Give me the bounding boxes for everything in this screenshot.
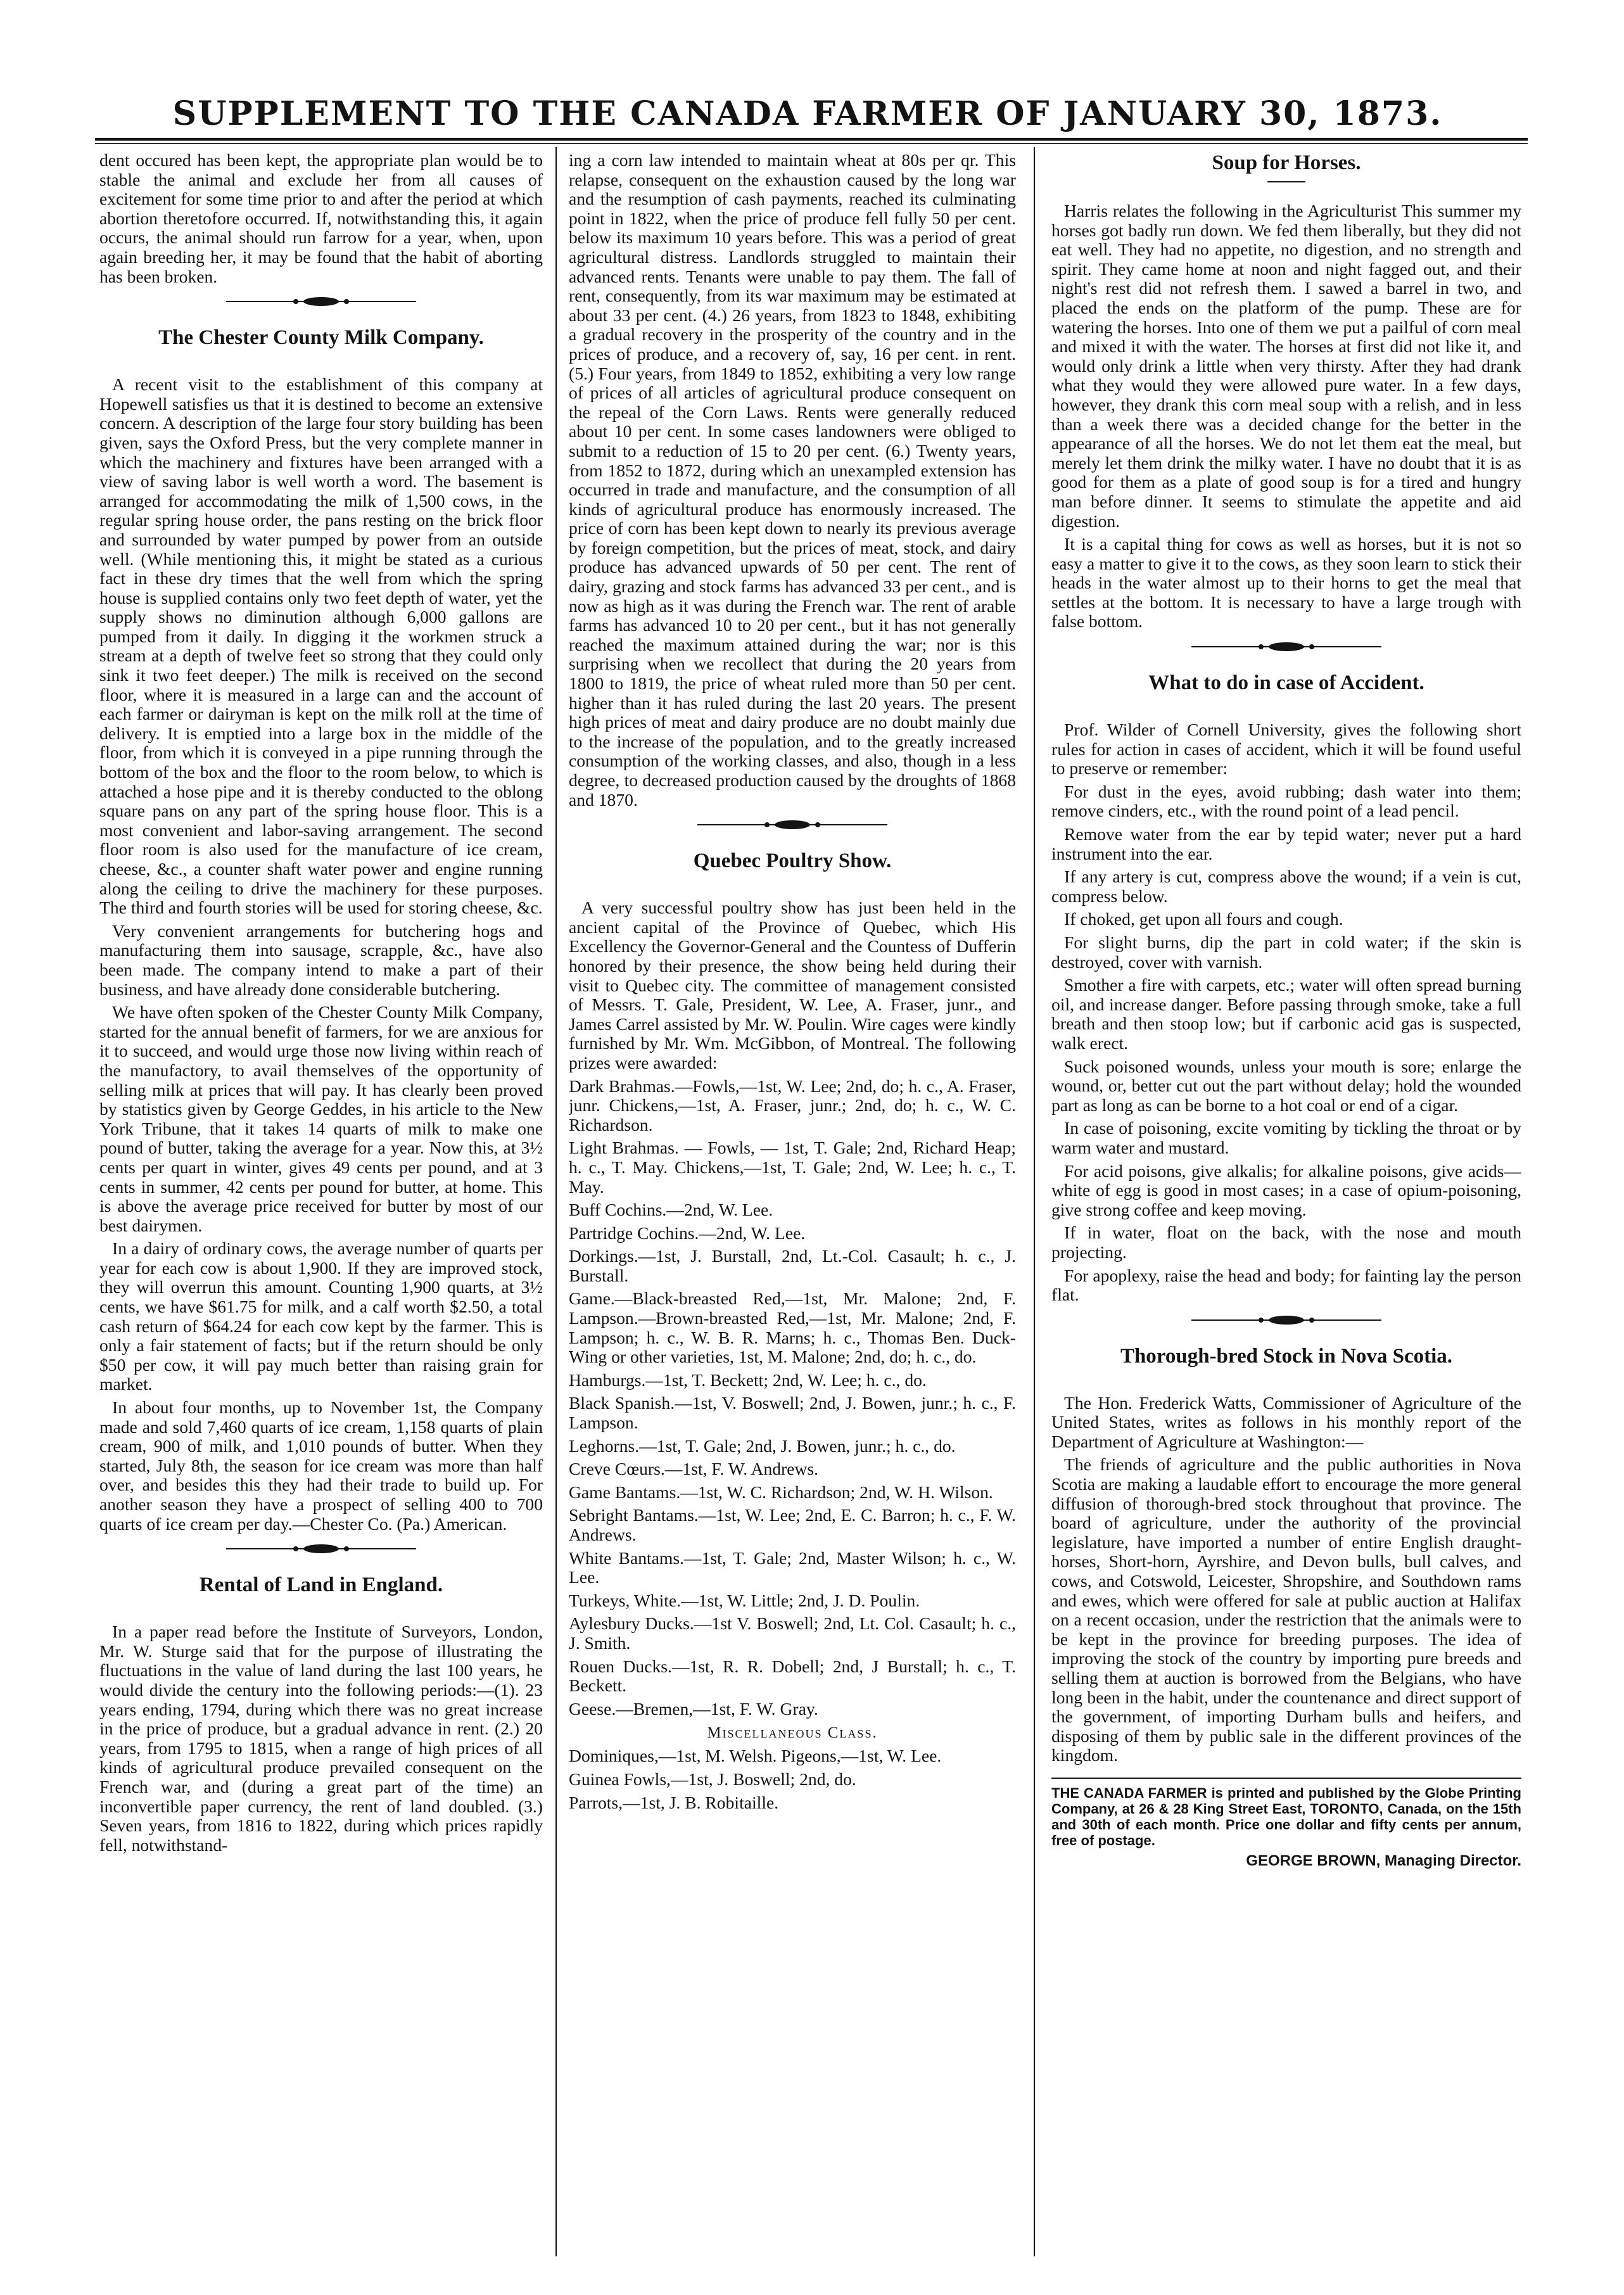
milk-paragraph: In about four months, up to November 1st, the Company made and sold 7,460 quarts of ice cream, 1,158 quarts of plain cream, 900 of milk, and 1,010 pounds of butter. When they started, July 8th, the season for ice cream was more than half over, and besides this they had their trade to build up. For another season they have a prospect of selling 400 to 700 quarts of ice cream per day.—Chester Co. (Pa.) American. [99,1397,543,1534]
quebec-paragraph: A very successful poultry show has just been held in the ancient capital of the Province of Quebec, which His Excellency the Governor-General and the Countess of Dufferin honored by their presence, the show being held during their visit to Quebec city. The committee of management consisted of Messrs. T. Gale, President, W. Lee, A. Fraser, junr., and James Carrel assisted by Mr. W. Poulin. Wire cages were kindly furnished by Mr. Wm. McGibbon, of Montreal. The following prizes were awarded: [569,898,1016,1072]
column-divider-2 [1034,147,1035,2256]
heading-rental-land: Rental of Land in England. [199,1573,443,1597]
prize-entry: Aylesbury Ducks.—1st V. Boswell; 2nd, Lt. Col. Casault; h. c., J. Smith. [569,1613,1016,1653]
accident-paragraph: For slight burns, dip the part in cold water; if the skin is destroyed, cover with varnish. [1051,932,1521,972]
section-ornament [569,818,1016,835]
prize-entry: Geese.—Bremen,—1st, F. W. Gray. [569,1698,818,1719]
prize-entry: Creve Cœurs.—1st, F. W. Andrews. [569,1459,819,1479]
prize-entry: Rouen Ducks.—1st, R. R. Dobell; 2nd, J Burstall; h. c., T. Beckett. [569,1656,1016,1696]
heading-short-rule [1267,181,1305,182]
accident-paragraph: In case of poisoning, excite vomiting by tickling the throat or by warm water and mustard. [1051,1118,1521,1157]
accident-paragraph: If any artery is cut, compress above the wound; if a vein is cut, compress below. [1051,867,1521,906]
prize-entry: Black Spanish.—1st, V. Boswell; 2nd, J. Bowen, junr.; h. c., F. Lampson. [569,1393,1016,1433]
heading-thorough-bred: Thorough-bred Stock in Nova Scotia. [1120,1344,1453,1368]
prize-entry: Dorkings.—1st, J. Burstall, 2nd, Lt.-Col. Casault; h. c., J. Burstall. [569,1246,1016,1285]
imprint-signature: GEORGE BROWN, Managing Director. [1246,1852,1521,1869]
thorough-paragraph: The Hon. Frederick Watts, Commissioner of Agriculture of the United States, writes as follows in his monthly report of the Department of Agriculture at Washington:— [1051,1392,1521,1451]
prize-entry: Partridge Cochins.—2nd, W. Lee. [569,1223,806,1243]
prize-entry: White Bantams.—1st, T. Gale; 2nd, Master Wilson; h. c., W. Lee. [569,1548,1016,1587]
abortion-paragraph: dent occured has been kept, the appropriate plan would be to stable the animal and exclude her from all causes of excitement for some time prior to and after the period at which abortion theretofore occurred. If, notwithstanding this, it again occurs, the animal should run farrow for a year, when, upon again breeding her, it may be found that the habit of aborting has been broken. [99,151,543,286]
accident-paragraph: For acid poisons, give alkalis; for alkaline poisons, give acids—white of egg is good in most cases; in a case of opium-poisoning, give strong coffee and keep moving. [1051,1160,1521,1219]
prize-entry: Dominiques,—1st, M. Welsh. Pigeons,—1st, W. Lee. [569,1746,942,1766]
section-ornament [99,1542,543,1559]
prize-entry: Game Bantams.—1st, W. C. Richardson; 2nd, W. H. Wilson. [569,1482,993,1502]
prize-entry: Dark Brahmas.—Fowls,—1st, W. Lee; 2nd, do; h. c., A. Fraser, junr. Chickens,—1st, A. Fraser, junr.; 2nd, do; h. c., W. C. Richardson. [569,1076,1016,1135]
column-3 [1051,151,1521,2247]
soup-paragraph: Harris relates the following in the Agriculturist This summer my horses got badly run down. We fed them liberally, but they did not eat well. They had no appetite, no digestion, and no strength and spirit. They came home at noon and night fagged out, and their night's rest did not refresh them. I sawed a barrel in two, and placed the ends on the platform of the pump. These are for watering the horses. Into one of them we put a pailful of corn meal and mixed it with the water. The horses at first did not like it, and would only drink a little when very thirsty. After they had drank what they would they were allowed pure water. In a few days, however, they drank this corn meal soup with a relish, and in less than a week there was a decided change for the better in the appearance of all the horses. We do not let them eat the meal, but merely let them drink the milky water. I have no doubt that it is as good for them as a plate of good soup is for a tired and hungry man before dinner. It seems to stimulate the appetite and aid digestion. [1051,201,1521,531]
column-2 [569,151,1016,2247]
prize-entry: Turkeys, White.—1st, W. Little; 2nd, J. D. Poulin. [569,1590,920,1610]
heading-chester-milk: The Chester County Milk Company. [158,326,484,350]
prize-entry: Guinea Fowls,—1st, J. Boswell; 2nd, do. [569,1769,856,1789]
accident-paragraph: Prof. Wilder of Cornell University, gives the following short rules for action in cases of accident, which it will be found useful to preserve or remember: [1051,720,1521,779]
misc-class-heading: Miscellaneous Class. [707,1724,878,1742]
section-ornament [99,295,543,312]
accident-paragraph: Suck poisoned wounds, unless your mouth is sore; enlarge the wound, or, better cut out the part without delay; hold the wounded part as long as can be borne to a hot coal or end of a cigar. [1051,1056,1521,1115]
accident-paragraph: If choked, get upon all fours and cough. [1064,909,1343,929]
thorough-paragraph: The friends of agriculture and the public authorities in Nova Scotia are making a laudable effort to encourage the more general diffusion of thorough-bred stock throughout that province. The board of agriculture, under the authority of the provincial legislature, have imported a number of entire English draught-horses, Short-horn, Ayrshire, and Devon bulls, bull calves, and cows, and Cotswold, Leicester, Shropshire, and Southdown rams and ewes, which were offered for sale at public auction at Halifax on a recent occasion, under the restriction that the animals were to be kept in the province for breeding purposes. The idea of improving the stock of the country by importing pure breeds and selling them at auction is borrowed from the Belgians, who have long been in the habit, under the countenance and direct support of the government, of importing Durham bulls and heifers, and disposing of them by public sale in the different provinces of the kingdom. [1051,1454,1521,1765]
soup-paragraph: It is a capital thing for cows as well as horses, but it is not so easy a matter to give it to the cows, as they soon learn to stick their heads in the water almost up to their horns to get the meal that settles at the bottom. It is necessary to have a large trough with false bottom. [1051,534,1521,632]
column-1 [99,151,543,2247]
rental-paragraph: In a paper read before the Institute of Surveyors, London, Mr. W. Sturge said that for the purpose of illustrating the fluctuations in the value of land during the last 100 years, he would divide the century into the following periods:—(1). 23 years ending, 1794, during which there was no great increase in the price of produce, but a gradual advance in rent. (2.) 20 years, from 1795 to 1815, when a range of high prices of all kinds of agricultural produce prevailed consequent on the French war, and (during a great part of the time) an inconvertible paper currency, the rent of land doubled. (3.) Seven years, from 1816 to 1822, during which prices rapidly fell, notwithstand- [99,1622,543,1855]
prize-entry: Light Brahmas. — Fowls, — 1st, T. Gale; 2nd, Richard Heap; h. c., T. May. Chickens,—1st, T. Gale; 2nd, W. Lee; h. c., T. May. [569,1138,1016,1197]
prize-entry: Leghorns.—1st, T. Gale; 2nd, J. Bowen, junr.; h. c., do. [569,1435,956,1456]
rental-paragraph-continued: ing a corn law intended to maintain wheat at 80s per qr. This relapse, consequent on the exhaustion caused by the long war and the resumption of cash payments, reached its culminating point in 1822, when the price of produce fell fully 50 per cent. below its maximum 10 years before. This was a period of great agricultural distress. Landlords struggled to maintain their advanced rents. Tenants were unable to pay them. The fall of rent, consequently, from its war maximum may be estimated at about 33 per cent. (4.) 26 years, from 1823 to 1848, exhibiting a gradual recovery in the prosperity of the country and in the prices of produce, and a recovery of, say, 16 per cent. in rent. (5.) Four years, from 1849 to 1852, exhibiting a very low range of prices of all articles of agricultural produce consequent on the repeal of the Corn Laws. Rents were generally reduced about 10 per cent. In some cases landowners were obliged to submit to a reduction of 15 to 20 per cent. (6.) Twenty years, from 1852 to 1872, during which an unexampled extension has occurred in trade and manufacture, and the consumption of all kinds of agricultural produce has enormously increased. The price of corn has been kept down to nearly its previous average by foreign competition, but the prices of meat, stock, and dairy produce has advanced upwards of 50 per cent. The rent of dairy, grazing and stock farms has advanced 33 per cent., and is now as high as it was during the French war. The rent of arable farms has advanced 10 to 20 per cent., but it has not generally reached the maximum attained during the war; nor is this surprising when we recollect that during the 20 years from 1800 to 1819, the price of wheat ruled more than 50 per cent. higher than it has ruled during the last 20 years. The present high prices of meat and dairy produce are no doubt mainly due to the increase of the population, and to the greatly increased consumption of the working classes, and also, though in a less degree, to decreased production caused by the droughts of 1868 and 1870. [569,151,1016,810]
milk-paragraph: Very convenient arrangements for butchering hogs and manufacturing them into sausage, scrapple, &c., have also been made. The company intend to make a part of their business, and have already done considerable butchering. [99,920,543,999]
accident-paragraph: Smother a fire with carpets, etc.; water will often spread burning oil, and increase danger. Before passing through smoke, take a full breath and then stoop low; but if carbonic acid gas is suspected, walk erect. [1051,975,1521,1053]
prize-entry: Sebright Bantams.—1st, W. Lee; 2nd, E. C. Barron; h. c., F. W. Andrews. [569,1505,1016,1544]
imprint-text: THE CANADA FARMER is printed and published by the Globe Printing Company, at 26 & 28 King Street East, TORONTO, Canada, on the 15th and 30th of each month. Price one dollar and fifty cents per annum, free of postage. [1051,1784,1521,1848]
prize-entry: Hamburgs.—1st, T. Beckett; 2nd, W. Lee; h. c., do. [569,1370,927,1390]
milk-paragraph: In a dairy of ordinary cows, the average number of quarts per year for each cow is about 1,900. If they are improved stock, they will overrun this amount. Counting 1,900 quarts, at 3½ cents, we have $61.75 for milk, and a calf worth $2.50, a total cash return of $64.24 for each cow kept by the farmer. This is only a fair statement of facts; but if the return should be only $50 per cow, it will pay much better than raising grain for market. [99,1238,543,1394]
section-ornament [1051,640,1521,657]
milk-paragraph: We have often spoken of the Chester County Milk Company, started for the annual benefit of farmers, for we are anxious for it to succeed, and would urge those now living within reach of the manufactory, to avail themselves of the opportunity of selling milk at prices that will pay. It has clearly been proved by statistics given by George Geddes, in his article to the New York Tribune, that it takes 14 quarts of milk to make one pound of butter, taking the average for a year. Now this, at 3½ cents per quart in winter, gives 49 cents per pound, and at 3 cents in summer, 42 cents per pound for butter, at home. This is above the average price received for butter by most of our best dairymen. [99,1002,543,1235]
accident-paragraph: Remove water from the ear by tepid water; never put a hard instrument into the ear. [1051,824,1521,863]
masthead-rule-thin [95,143,1528,144]
heading-soup-horses: Soup for Horses. [1212,151,1361,174]
masthead-rule-thick [95,138,1528,141]
section-ornament [1051,1314,1521,1330]
accident-paragraph: If in water, float on the back, with the nose and mouth projecting. [1051,1223,1521,1262]
prize-entry: Game.—Black-breasted Red,—1st, Mr. Malone; 2nd, F. Lampson.—Brown-breasted Red,—1st, Mr. Malone; 2nd, F. Lampson; h. c., W. B. R. Marns; h. c., Thomas Ben. Duck-Wing or other varieties, 1st, M. Malone; 2nd, do; h. c., do. [569,1288,1016,1367]
prize-entry: Buff Cochins.—2nd, W. Lee. [569,1200,773,1220]
accident-paragraph: For apoplexy, raise the head and body; for fainting lay the person flat. [1051,1265,1521,1305]
page-masthead: SUPPLEMENT TO THE CANADA FARMER OF JANUARY 30, 1873. [172,94,1443,133]
milk-paragraph: A recent visit to the establishment of this company at Hopewell satisfies us that it is destined to become an extensive concern. A description of the large four story building has been given, says the Oxford Press, but the very complete manner in which the machinery and fixtures have been arranged with a view of saving labor is well worth a word. The basement is arranged for accommodating the milk of 1,500 cows, in the regular spring house order, the pans resting on the brick floor and surrounded by water pumped by power from an outside well. (While mentioning this, it might be stated as a curious fact in these dry times that the well from which the spring house is supplied contains only two feet depth of water, yet the supply shows no diminution although 6,000 gallons are pumped from it daily. In digging it the workmen struck a stream at a depth of twelve feet so strong that they could only sink it two feet deeper.) The milk is received on the second floor, where it is measured in a large can and the account of each farmer or dairyman is kept on the milk roll at the time of delivery. It is emptied into a large box in the middle of the floor, from which it is conveyed in a pipe running through the bottom of the box and the floor to the room below, to which is attached a hose pipe and it is thereby conducted to the oblong square pans on any part of the spring house floor. This is a most convenient and labor-saving arrangement. The second floor room is also used for the manufacture of ice cream, cheese, &c., a counter shaft water power and engine running along the ceiling to drive the machinery for these purposes. The third and fourth stories will be used for storing cheese, &c. [99,374,543,918]
prize-entry: Parrots,—1st, J. B. Robitaille. [569,1792,779,1812]
column-divider-1 [555,147,557,2256]
accident-paragraph: For dust in the eyes, avoid rubbing; dash water into them; remove cinders, etc., with the round point of a lead pencil. [1051,781,1521,821]
heading-quebec-poultry: Quebec Poultry Show. [693,849,892,873]
heading-accident: What to do in case of Accident. [1148,671,1424,695]
publisher-imprint [1051,1777,1521,1870]
